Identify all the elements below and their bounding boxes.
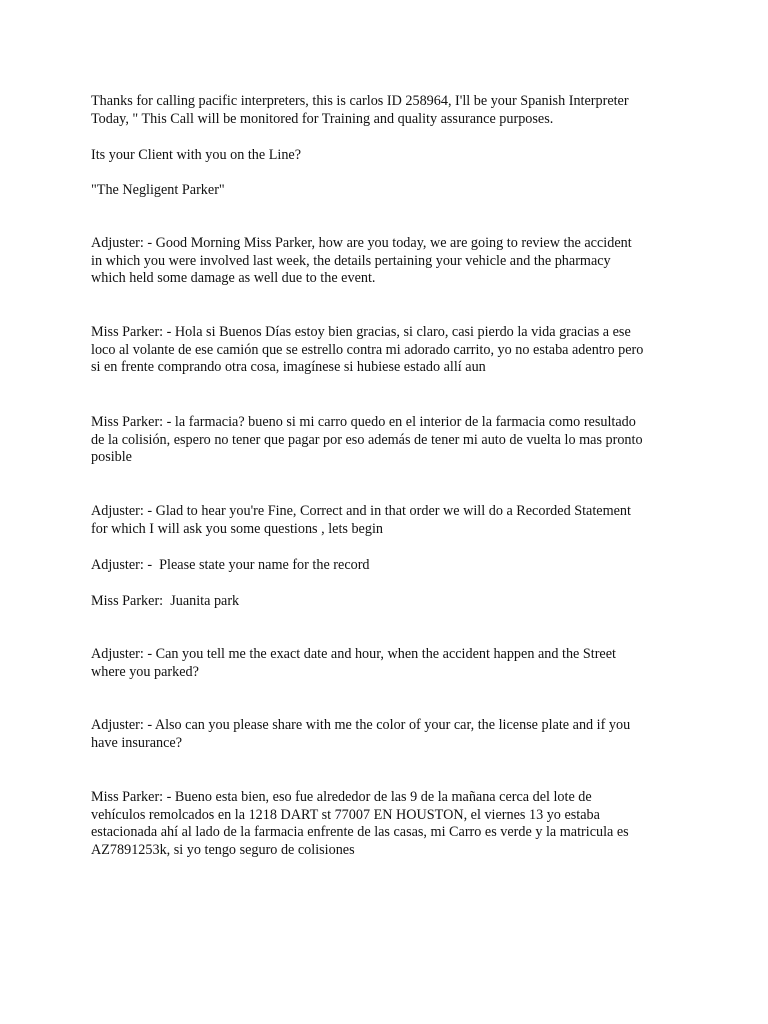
parker-name-answer: Miss Parker: Juanita park — [91, 593, 240, 609]
adjuster-name-question: Adjuster: - Please state your name for the record — [91, 557, 370, 573]
adjuster-car-question: Adjuster: - Also can you please share with me the color of your car, the license plate and if you have insurance? — [91, 717, 631, 751]
client-on-line-question: Its your Client with you on the Line? — [91, 147, 302, 163]
parker-response-paragraph-2: Miss Parker: - la farmacia? bueno si mi carro quedo en el interior de la farmacia como resultado de la colisión, espero no tener que pagar por eso además de tener mi auto de vuelta lo mas pronto posible — [91, 414, 643, 465]
parker-response-paragraph-1: Miss Parker: - Hola si Buenos Días estoy bien gracias, si claro, casi pierdo la vida gracias a ese loco al volante de ese camión que se estrello contra mi adorado carrito, yo no estaba adentro pero si en frente comprando otra cosa, imagínese si hubiese estado allí aun — [91, 324, 644, 375]
intro-greeting-paragraph: Thanks for calling pacific interpreters, this is carlos ID 258964, I'll be your Spanish Interpreter Today, " This Call will be monitored for Training and quality assurance purposes. — [91, 93, 629, 127]
adjuster-intro-paragraph: Adjuster: - Good Morning Miss Parker, how are you today, we are going to review the accident in which you were involved last week, the details pertaining your vehicle and the pharmacy which held some damage as well due to the event. — [91, 235, 632, 286]
parker-final-answer: Miss Parker: - Bueno esta bien, eso fue alrededor de las 9 de la mañana cerca del lote de vehículos remolcados en la 1218 DART st 77007 EN HOUSTON, el viernes 13 yo estaba estacionada ahí al lado de la farmacia enfrente de las casas, mi Carro es verde y la matricula es AZ7891253k, si yo tengo seguro de colisiones — [91, 789, 629, 858]
document-title: "The Negligent Parker" — [91, 182, 225, 198]
adjuster-date-question: Adjuster: - Can you tell me the exact date and hour, when the accident happen and the Street where you parked? — [91, 646, 616, 680]
adjuster-recorded-statement-paragraph: Adjuster: - Glad to hear you're Fine, Correct and in that order we will do a Recorded Statement for which I will ask you some questions , lets begin — [91, 503, 631, 537]
